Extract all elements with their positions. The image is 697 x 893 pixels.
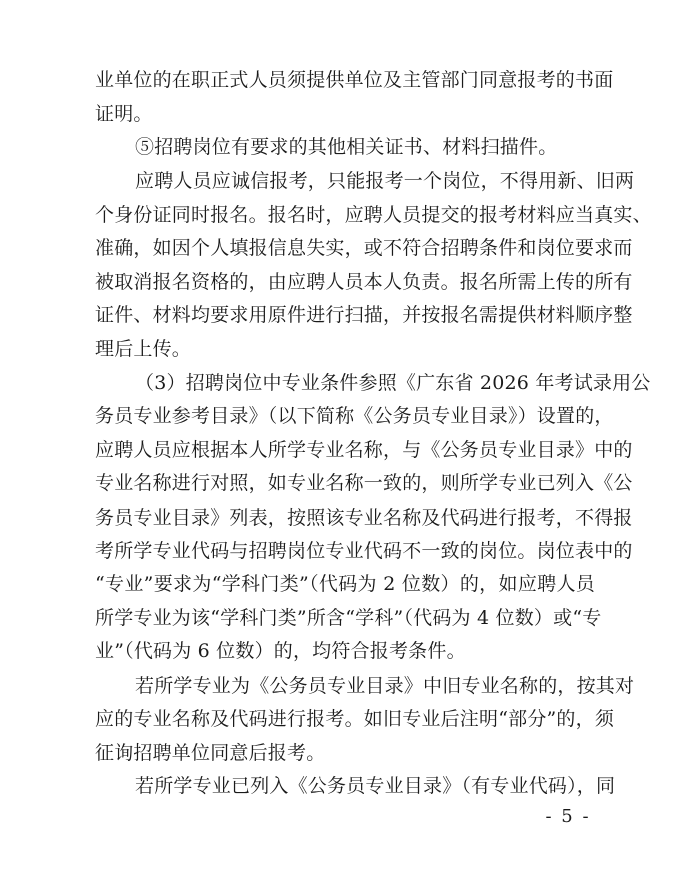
- text-line: 业单位的在职正式人员须提供单位及主管部门同意报考的书面: [95, 69, 614, 92]
- text-line: 被取消报名资格的，由应聘人员本人负责。报名所需上传的所有: [95, 270, 633, 293]
- text-line: 征询招聘单位同意后报考。: [95, 741, 326, 764]
- text-line: 考所学专业代码与招聘岗位专业代码不一致的岗位。岗位表中的: [95, 540, 633, 562]
- text-line: 个身份证同时报名。报名时，应聘人员提交的报考材料应当真实、: [95, 203, 652, 226]
- text-line: 理后上传。: [95, 338, 192, 361]
- text-line: 证明。: [95, 102, 153, 125]
- text-line: 业”（代码为 6 位数）的，均符合报考条件。: [95, 640, 466, 663]
- text-line: “专业”要求为“学科门类”（代码为 2 位数）的，如应聘人员: [95, 573, 595, 596]
- text-line: 应聘人员应诚信报考，只能报考一个岗位，不得用新、旧两: [135, 170, 635, 193]
- text-line: 务员专业参考目录》（以下简称《公务员专业目录》）设置的，: [95, 405, 614, 428]
- text-line: 准确，如因个人填报信息失实，或不符合招聘条件和岗位要求而: [95, 237, 633, 260]
- text-line: （3）招聘岗位中专业条件参照《广东省 2026 年考试录用公: [135, 371, 651, 394]
- text-line: 所学专业为该“学科门类”所含“学科”（代码为 4 位数）或“专: [95, 606, 602, 629]
- text-line: 专业名称进行对照，如专业名称一致的，则所学专业已列入《公: [95, 472, 633, 495]
- text-line: ⑤招聘岗位有要求的其他相关证书、材料扫描件。: [135, 135, 558, 158]
- text-line: 证件、材料均要求用原件进行扫描，并按报名需提供材料顺序整: [95, 304, 633, 327]
- page-number: - 5 -: [545, 806, 591, 827]
- text-line: 应的专业名称及代码进行报考。如旧专业后注明“部分”的，须: [95, 708, 615, 731]
- text-line: 若所学专业已列入《公务员专业目录》（有专业代码），同: [135, 775, 616, 797]
- text-line: 应聘人员应根据本人所学专业名称，与《公务员专业目录》中的: [95, 438, 633, 461]
- text-line: 若所学专业为《公务员专业目录》中旧专业名称的，按其对: [135, 674, 635, 697]
- text-line: 务员专业目录》列表，按照该专业名称及代码进行报考，不得报: [95, 506, 633, 529]
